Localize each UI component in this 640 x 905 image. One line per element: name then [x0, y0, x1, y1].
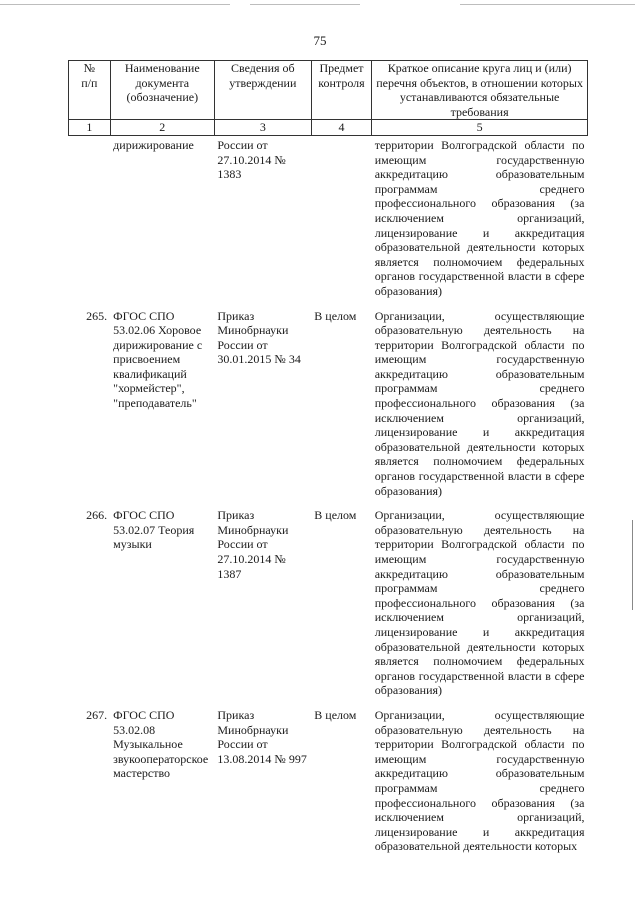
- header-document-name: Наименование документа (обозначение): [110, 61, 214, 120]
- scan-artifact-line: [250, 4, 360, 5]
- page-number: 75: [313, 33, 327, 48]
- row-number: 265.: [86, 308, 108, 323]
- column-number-row: [69, 120, 588, 136]
- description: Организации, осуществляющие образовательную деятельность на территории Волгоградской области по имеющим государственную аккредитацию образовательным программам среднего профессионального образования (за исключением организаций, лицензирование и аккредитация образовательной деятельности которых является полномочием федеральных органов государственной власти в сфере образования): [374, 308, 585, 498]
- column-number: 4: [311, 120, 371, 136]
- header-approval: Сведения об утверждении: [214, 61, 311, 120]
- table-row: [69, 135, 588, 298]
- header-description: Краткое описание круга лиц и (или) перечня объектов, в отношении которых устанавливаются обязательные требования: [372, 61, 588, 120]
- column-number: 3: [214, 120, 311, 136]
- column-number: 1: [69, 120, 111, 136]
- approval-info: Приказ Минобрнауки России от 30.01.2015 № 34: [217, 308, 301, 367]
- description: Организации, осуществляющие образовательную деятельность на территории Волгоградской области по имеющим государственную аккредитацию образовательным программам среднего профессионального образования (за исключением организаций, лицензирование и аккредитация образовательной деятельности которых: [374, 707, 585, 854]
- header-control-subject: Предмет контроля: [311, 61, 371, 120]
- table-header-row: [69, 61, 588, 120]
- table-row: [69, 299, 588, 499]
- approval-info: Приказ Минобрнауки России от 13.08.2014 № 997: [217, 707, 307, 766]
- document-name: ФГОС СПО 53.02.08 Музыкальное звукооператорское мастерство: [113, 707, 209, 781]
- requirements-table: [68, 60, 588, 854]
- table-row: [69, 698, 588, 854]
- row-number: 267.: [86, 707, 108, 722]
- description: территории Волгоградской области по имеющим государственную аккредитацию образовательным программам среднего профессионального образования (за исключением организаций, лицензирование и аккредитация образовательной деятельности которых является полномочием федеральных органов государственной власти в сфере образования): [374, 137, 585, 298]
- control-subject: В целом: [314, 308, 357, 323]
- document-name: ФГОС СПО 53.02.06 Хоровое дирижирование с присвоением квалификаций "хормейстер", "преподаватель": [113, 308, 203, 411]
- control-subject: В целом: [314, 707, 357, 722]
- header-number: № п/п: [69, 61, 111, 120]
- scan-artifact-line: [460, 4, 635, 5]
- scan-edge-mark: [632, 520, 633, 610]
- row-number: [69, 135, 111, 298]
- table-row: [69, 498, 588, 698]
- description: Организации, осуществляющие образовательную деятельность на территории Волгоградской области по имеющим государственную аккредитацию образовательным программам среднего профессионального образования (за исключением организаций, лицензирование и аккредитация образовательной деятельности которых является полномочием федеральных органов государственной власти в сфере образования): [374, 508, 585, 698]
- document-name: ФГОС СПО 53.02.07 Теория музыки: [113, 508, 195, 552]
- scan-artifact-line: [0, 4, 230, 5]
- approval-info: России от 27.10.2014 № 1383: [217, 137, 286, 182]
- row-number: 266.: [86, 508, 108, 523]
- column-number: 2: [110, 120, 214, 136]
- control-subject: [311, 135, 371, 298]
- column-number: 5: [372, 120, 588, 136]
- document-name: дирижирование: [113, 137, 194, 152]
- control-subject: В целом: [314, 508, 357, 523]
- approval-info: Приказ Минобрнауки России от 27.10.2014 № 1387: [217, 508, 289, 581]
